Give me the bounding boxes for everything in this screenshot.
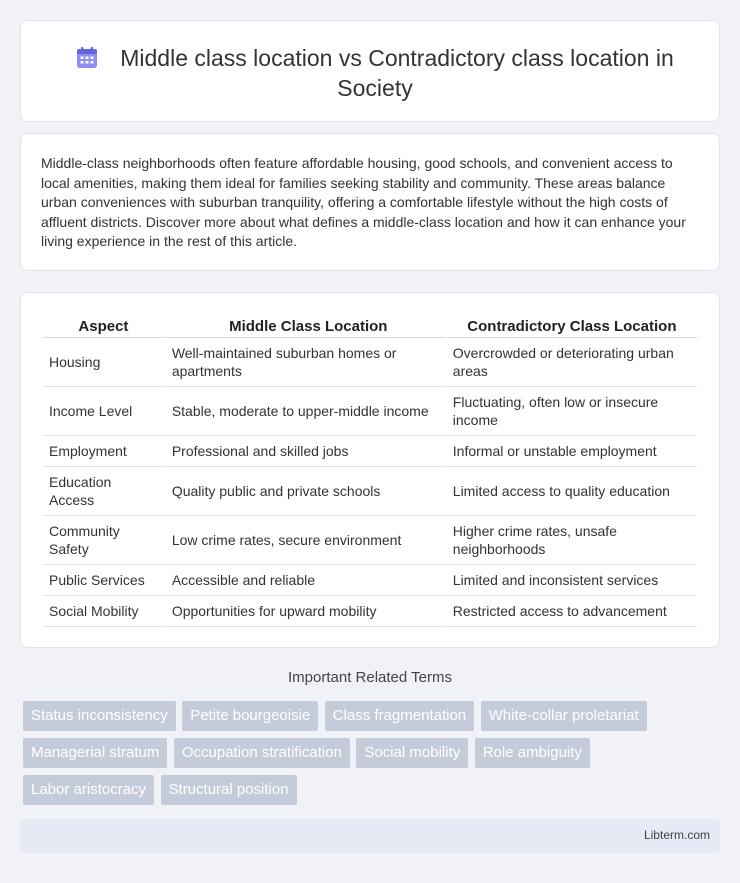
comparison-card xyxy=(20,292,720,648)
header-contradictory-class: Contradictory Class Location xyxy=(447,317,697,338)
header-middle-class: Middle Class Location xyxy=(166,317,445,338)
aspect-cell: Housing xyxy=(43,338,164,387)
contradictory-cell: Restricted access to advancement xyxy=(447,596,697,627)
related-term-tag[interactable]: Class fragmentation xyxy=(325,701,474,731)
related-term-tag[interactable]: Petite bourgeoisie xyxy=(182,701,318,731)
intro-paragraph: Middle-class neighborhoods often feature affordable housing, good schools, and convenient access to local amenities, making them ideal for families seeking stability and community. These areas balance urban conveniences with suburban tranquility, offering a comfortable lifestyle without the high costs of affluent districts. Discover more about what defines a middle-class location and how it can enhance your living experience in the rest of this article. xyxy=(41,155,686,250)
related-term-tag[interactable]: Status inconsistency xyxy=(23,701,176,731)
footer-site-link[interactable]: Libterm.com xyxy=(643,828,710,842)
page-title xyxy=(51,43,699,103)
related-term-tag[interactable]: Managerial stratum xyxy=(23,738,167,768)
comparison-table xyxy=(41,317,699,627)
related-terms-heading: Important Related Terms xyxy=(288,669,452,686)
middle-class-cell: Well-maintained suburban homes or apartments xyxy=(166,338,445,387)
contradictory-cell: Higher crime rates, unsafe neighborhoods xyxy=(447,516,697,565)
table-row xyxy=(43,516,697,565)
middle-class-cell: Accessible and reliable xyxy=(166,565,445,596)
aspect-cell: Employment xyxy=(43,436,164,467)
related-term-tag[interactable]: White-collar proletariat xyxy=(481,701,647,731)
calendar-icon xyxy=(76,47,98,69)
page-title-text: Middle class location vs Contradictory class location in Society xyxy=(120,45,674,101)
table-header-row xyxy=(43,317,697,338)
middle-class-cell: Professional and skilled jobs xyxy=(166,436,445,467)
contradictory-cell: Informal or unstable employment xyxy=(447,436,697,467)
related-term-tag[interactable]: Structural position xyxy=(161,775,297,805)
footer xyxy=(20,819,720,853)
middle-class-cell: Quality public and private schools xyxy=(166,467,445,516)
table-row xyxy=(43,338,697,387)
table-row xyxy=(43,387,697,436)
related-term-tag[interactable]: Occupation stratification xyxy=(174,738,350,768)
related-term-tag[interactable]: Social mobility xyxy=(356,738,468,768)
contradictory-cell: Limited and inconsistent services xyxy=(447,565,697,596)
middle-class-cell: Opportunities for upward mobility xyxy=(166,596,445,627)
intro-card xyxy=(20,133,720,271)
aspect-cell: Community Safety xyxy=(43,516,164,565)
contradictory-cell: Limited access to quality education xyxy=(447,467,697,516)
aspect-cell: Education Access xyxy=(43,467,164,516)
header-aspect: Aspect xyxy=(43,317,164,338)
aspect-cell: Social Mobility xyxy=(43,596,164,627)
related-term-tag[interactable]: Role ambiguity xyxy=(475,738,590,768)
contradictory-cell: Overcrowded or deteriorating urban areas xyxy=(447,338,697,387)
contradictory-cell: Fluctuating, often low or insecure income xyxy=(447,387,697,436)
table-row xyxy=(43,467,697,516)
table-row xyxy=(43,596,697,627)
aspect-cell: Income Level xyxy=(43,387,164,436)
table-row xyxy=(43,565,697,596)
related-term-tag[interactable]: Labor aristocracy xyxy=(23,775,154,805)
table-row xyxy=(43,436,697,467)
aspect-cell: Public Services xyxy=(43,565,164,596)
related-terms-list xyxy=(23,701,723,812)
middle-class-cell: Stable, moderate to upper-middle income xyxy=(166,387,445,436)
middle-class-cell: Low crime rates, secure environment xyxy=(166,516,445,565)
title-card xyxy=(20,20,720,122)
